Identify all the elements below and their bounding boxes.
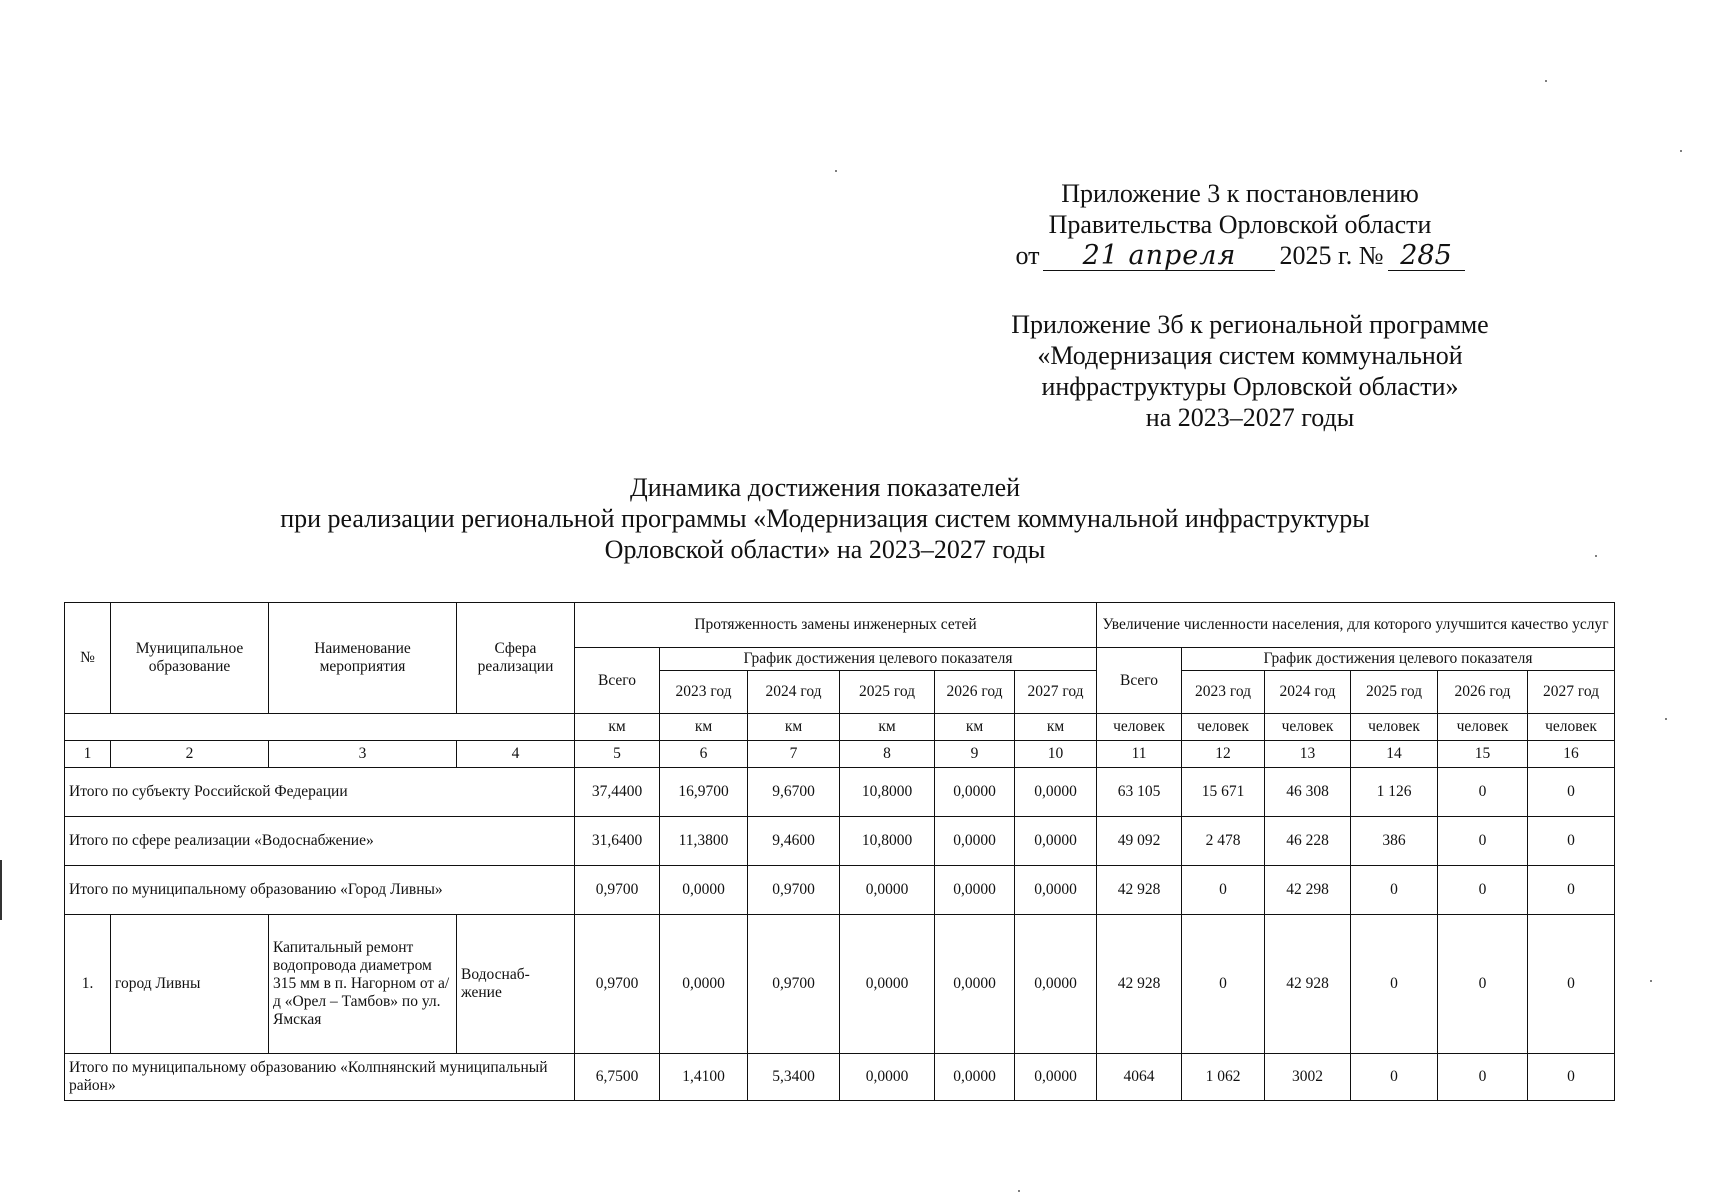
- cell-value: 0,0000: [660, 866, 748, 915]
- header-sphere: Сфера реализации: [457, 603, 575, 714]
- header-population-total: Всего: [1097, 648, 1182, 714]
- header-net-year: 2026 год: [935, 671, 1015, 714]
- header-pop-year: 2025 год: [1351, 671, 1438, 714]
- cell-value: 0: [1528, 1054, 1615, 1101]
- header-net-year: 2025 год: [840, 671, 935, 714]
- cell-value: 0: [1182, 915, 1265, 1054]
- column-number: 14: [1351, 741, 1438, 768]
- header-pop-year: 2027 год: [1528, 671, 1615, 714]
- column-number: 7: [748, 741, 840, 768]
- header-municipality: Муниципальное образование: [111, 603, 269, 714]
- cell-value: 0: [1351, 1054, 1438, 1101]
- from-prefix: от: [1015, 241, 1040, 270]
- units-row: [65, 714, 1615, 741]
- appendix-reference-program: [960, 309, 1540, 433]
- document-title: [100, 472, 1550, 565]
- cell-value: 0,0000: [935, 1054, 1015, 1101]
- column-number: 15: [1438, 741, 1528, 768]
- table-row: [65, 866, 1615, 915]
- unit-km: км: [935, 714, 1015, 741]
- cell-value: 0,0000: [1015, 866, 1097, 915]
- table-row: [65, 768, 1615, 817]
- cell-value: 0,0000: [660, 915, 748, 1054]
- header-network-group: Протяженность замены инженерных сетей: [575, 603, 1097, 648]
- column-number: 12: [1182, 741, 1265, 768]
- unit-people: человек: [1528, 714, 1615, 741]
- scan-speck: [1545, 80, 1547, 82]
- cell-value: 11,3800: [660, 817, 748, 866]
- cell-value: 0,0000: [935, 866, 1015, 915]
- handwritten-number: 285: [1388, 242, 1465, 271]
- appendix-reference-decree: [990, 178, 1490, 271]
- cell-value: 1 062: [1182, 1054, 1265, 1101]
- cell-value: 0,9700: [748, 866, 840, 915]
- cell-value: 49 092: [1097, 817, 1182, 866]
- table-row: [65, 817, 1615, 866]
- row-label: Итого по муниципальному образованию «Колпнянский муниципальный район»: [65, 1054, 575, 1101]
- header-net-year: 2024 год: [748, 671, 840, 714]
- title-line3: Орловской области» на 2023–2027 годы: [604, 535, 1046, 564]
- cell-value: 42 928: [1097, 866, 1182, 915]
- title-line2: при реализации региональной программы «Модернизация систем коммунальной инфраструктуры: [280, 504, 1370, 533]
- cell-value: 1,4100: [660, 1054, 748, 1101]
- column-number: 16: [1528, 741, 1615, 768]
- cell-value: 37,4400: [575, 768, 660, 817]
- header-no: №: [65, 603, 111, 714]
- cell-value: 0,0000: [935, 768, 1015, 817]
- cell-value: 0,0000: [935, 817, 1015, 866]
- column-number: 5: [575, 741, 660, 768]
- column-number: 4: [457, 741, 575, 768]
- cell-value: 0,0000: [1015, 1054, 1097, 1101]
- unit-people: человек: [1438, 714, 1528, 741]
- cell-value: 46 308: [1265, 768, 1351, 817]
- unit-km: км: [1015, 714, 1097, 741]
- cell-value: 9,4600: [748, 817, 840, 866]
- cell-value: 2 478: [1182, 817, 1265, 866]
- cell-value: 0: [1528, 817, 1615, 866]
- appendix1-line2: Правительства Орловской области: [1048, 210, 1432, 239]
- appendix2-line3: инфраструктуры Орловской области»: [1041, 372, 1459, 401]
- unit-people: человек: [1265, 714, 1351, 741]
- cell-value: 42 928: [1097, 915, 1182, 1054]
- item-number: 1.: [65, 915, 111, 1054]
- cell-value: 9,6700: [748, 768, 840, 817]
- cell-value: 0: [1438, 915, 1528, 1054]
- item-municipality: город Ливны: [111, 915, 269, 1054]
- cell-value: 0,0000: [840, 866, 935, 915]
- header-network-total: Всего: [575, 648, 660, 714]
- cell-value: 0,0000: [1015, 768, 1097, 817]
- header-population-schedule: График достижения целевого показателя: [1182, 648, 1615, 671]
- appendix2-line2: «Модернизация систем коммунальной: [1037, 341, 1463, 370]
- cell-value: 5,3400: [748, 1054, 840, 1101]
- cell-value: 0: [1351, 915, 1438, 1054]
- cell-value: 6,7500: [575, 1054, 660, 1101]
- scan-speck: [1665, 718, 1667, 720]
- table-row: [65, 1054, 1615, 1101]
- cell-value: 0: [1438, 866, 1528, 915]
- header-activity: Наименование мероприятия: [269, 603, 457, 714]
- item-sphere: Водоснаб-жение: [457, 915, 575, 1054]
- cell-value: 63 105: [1097, 768, 1182, 817]
- cell-value: 15 671: [1182, 768, 1265, 817]
- item-activity: Капитальный ремонт водопровода диаметром 315 мм в п. Нагорном от а/д «Орел – Тамбов» по ул. Ямская: [269, 915, 457, 1054]
- cell-value: 42 298: [1265, 866, 1351, 915]
- cell-value: 42 928: [1265, 915, 1351, 1054]
- row-label: Итого по субъекту Российской Федерации: [65, 768, 575, 817]
- header-pop-year: 2026 год: [1438, 671, 1528, 714]
- cell-value: 0,0000: [1015, 817, 1097, 866]
- row-label: Итого по муниципальному образованию «Город Ливны»: [65, 866, 575, 915]
- column-number: 2: [111, 741, 269, 768]
- unit-km: км: [840, 714, 935, 741]
- cell-value: 0,0000: [935, 915, 1015, 1054]
- cell-value: 0: [1182, 866, 1265, 915]
- header-net-year: 2023 год: [660, 671, 748, 714]
- cell-value: 0: [1438, 1054, 1528, 1101]
- cell-value: 46 228: [1265, 817, 1351, 866]
- unit-people: человек: [1097, 714, 1182, 741]
- header-population-group: Увеличение численности населения, для которого улучшится качество услуг: [1097, 603, 1615, 648]
- row-label: Итого по сфере реализации «Водоснабжение»: [65, 817, 575, 866]
- header-pop-year: 2023 год: [1182, 671, 1265, 714]
- table-row-item: [65, 915, 1615, 1054]
- column-number: 1: [65, 741, 111, 768]
- cell-value: 10,8000: [840, 768, 935, 817]
- cell-value: 386: [1351, 817, 1438, 866]
- cell-value: 0,9700: [748, 915, 840, 1054]
- column-number: 6: [660, 741, 748, 768]
- cell-value: 0: [1528, 768, 1615, 817]
- unit-km: км: [748, 714, 840, 741]
- cell-value: 0: [1528, 866, 1615, 915]
- cell-value: 0,0000: [840, 1054, 935, 1101]
- header-net-year: 2027 год: [1015, 671, 1097, 714]
- header-network-schedule: График достижения целевого показателя: [660, 648, 1097, 671]
- unit-km: км: [575, 714, 660, 741]
- scan-edge-mark: [0, 860, 2, 920]
- header-pop-year: 2024 год: [1265, 671, 1351, 714]
- cell-value: 0,9700: [575, 915, 660, 1054]
- column-number: 11: [1097, 741, 1182, 768]
- unit-km: км: [660, 714, 748, 741]
- cell-value: 0: [1438, 768, 1528, 817]
- cell-value: 4064: [1097, 1054, 1182, 1101]
- scan-speck: [1680, 150, 1682, 152]
- title-line1: Динамика достижения показателей: [629, 473, 1021, 502]
- column-numbers-row: [65, 741, 1615, 768]
- cell-value: 0,0000: [840, 915, 935, 1054]
- cell-value: 0: [1528, 915, 1615, 1054]
- cell-value: 3002: [1265, 1054, 1351, 1101]
- cell-value: 0,9700: [575, 866, 660, 915]
- scan-speck: [1650, 980, 1652, 982]
- cell-value: 31,6400: [575, 817, 660, 866]
- appendix1-date-line: [990, 240, 1490, 271]
- scan-speck: [1018, 1190, 1020, 1192]
- appendix1-line1: Приложение 3 к постановлению: [1061, 179, 1419, 208]
- unit-people: человек: [1182, 714, 1265, 741]
- appendix2-line1: Приложение 3б к региональной программе: [1011, 310, 1489, 339]
- column-number: 10: [1015, 741, 1097, 768]
- unit-people: человек: [1351, 714, 1438, 741]
- cell-value: 0: [1438, 817, 1528, 866]
- column-number: 3: [269, 741, 457, 768]
- header-row-1: [65, 603, 1615, 648]
- column-number: 9: [935, 741, 1015, 768]
- cell-value: 16,9700: [660, 768, 748, 817]
- indicators-table: [64, 602, 1615, 1101]
- appendix2-line4: на 2023–2027 годы: [1145, 403, 1355, 432]
- cell-value: 1 126: [1351, 768, 1438, 817]
- cell-value: 0,0000: [1015, 915, 1097, 1054]
- scan-speck: [835, 170, 837, 172]
- cell-value: 10,8000: [840, 817, 935, 866]
- column-number: 13: [1265, 741, 1351, 768]
- handwritten-date: 21 апреля: [1043, 242, 1275, 271]
- scan-speck: [1595, 555, 1597, 557]
- column-number: 8: [840, 741, 935, 768]
- units-spacer: [65, 714, 575, 741]
- cell-value: 0: [1351, 866, 1438, 915]
- year-text: 2025 г. №: [1279, 241, 1384, 270]
